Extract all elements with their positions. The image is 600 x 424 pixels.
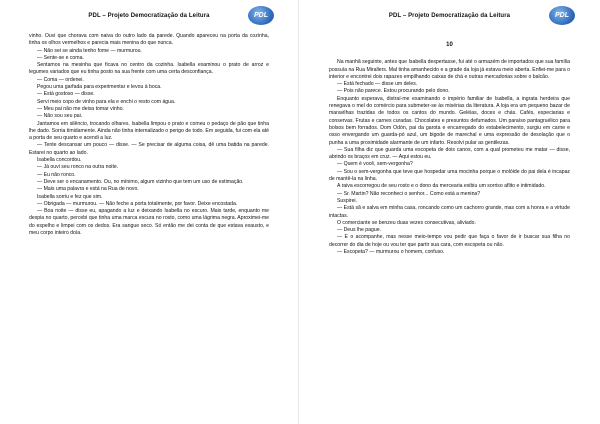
paragraph: Na manhã seguinte, antes que Isabella despertasse, fui até o armazém de importados que sua família possuía na Rua Mirallers. Mal tinha amanhecido e a grade da loja já estava meio aberta. Enfiei-me para o interior e encontrei dois rapazes empilhando caixas de chá e outras mercadorias sobre o balcão.	[329, 59, 570, 80]
paragraph: Jantamos em silêncio, trocando olhares. Isabella limpou o prato e comeu o pedaço de pão que tinha lhe dado. Sorria timidamente. Ainda não tinha internalizado o perigo de todo. Em seguida, fui com ela até a porta de seu quarto e acendi a luz.	[29, 120, 269, 142]
paragraph: O comerciante se benzeu duas vezes consecutivas, aliviado.	[337, 219, 476, 226]
header-brand: PDL – Projeto Democratização da Leitura	[88, 13, 210, 19]
paragraph: Sentamos na mesinha que ficava no centro da cozinha. Isabella examinou o prato de arroz e legumes variados que eu tinha posto na sua frente com uma certa desconfiança.	[29, 62, 269, 76]
paragraph: — Quem é você, sem-vergonha?	[337, 161, 413, 168]
right-page-text	[329, 33, 570, 256]
pdl-logo-icon: PDL	[549, 6, 575, 25]
paragraph: — Mais uma palavra e está na Rua de novo.	[37, 186, 139, 193]
paragraph: — Coma — ordenei.	[37, 76, 84, 83]
header-brand: PDL – Projeto Democratização da Leitura	[388, 13, 511, 19]
page-header	[0, 5, 298, 25]
paragraph: — Sou o sem-vergonha que teve que hospedar uma mocinha porque o molóide do pai dela é incapaz de mantê-la na linha.	[329, 168, 570, 183]
paragraph: — Meu pai não me deixa tomar vinho.	[37, 105, 124, 112]
paragraph: — Escopeta? — murmurou o homem, confuso.	[337, 249, 445, 256]
paragraph: — Já ouvi seu ronco na outra noite.	[37, 164, 119, 171]
paragraph: Servi meio copo de vinho para ela e enchi o resto com água.	[37, 98, 176, 105]
paragraph: Isabella sorriu e fez que sim.	[37, 193, 103, 200]
paragraph: — Está fechado — disse um deles.	[337, 81, 418, 88]
paragraph: — Sente-se e coma.	[37, 54, 84, 61]
page-header	[300, 5, 599, 25]
pdl-logo-icon: PDL	[248, 6, 274, 25]
paragraph: — Está sã e salva em minha casa, roncando como um cachorro grande, mas com a honra e a virtude intactas.	[329, 205, 570, 219]
paragraph: Enquanto esperava, distraí-me examinando o império familiar de Isabella, a ingrata herdeira que renegava o mel do comércio para submeter-se às misérias da literatura. A loja era um pequeno bazar de maravilhas trazidas de todos os cantos do mundo. Geléias, doces e chás. Cafés, especiarias e conservas. Frutas e carnes curadas. Chocolates e presuntos defumados. Um paraíso pantagruélico para bolsos bem forrados. Dom Odón, pai da garota e encarregado do estabelecimento, surgiu em carne e osso envergando um guarda-pó azul, um bigode de marechal e uma expressão de desolação que o punha a uma proximidade alarmante de um infarto. Resolvi pular as gentilezas.	[329, 95, 570, 146]
paragraph: Isabella concordou.	[37, 157, 82, 164]
paragraph: Suspirei.	[337, 197, 358, 204]
paragraph: — Está gostoso — disse.	[37, 91, 95, 98]
paragraph: — Eu não ronco.	[37, 171, 76, 178]
paragraph: — Deus lhe pague.	[337, 227, 382, 234]
left-page	[0, 0, 299, 424]
paragraph: — Boa noite — disse eu, apagando a luz e deixando Isabella no escuro. Mais tarde, enquanto me despia no quarto, percebi que tinha uma marca escura no rosto, como uma lágrima negra. Aproximei-me do espelho e limpei com os dedos. Era sangue seco. Só então me dei conta de que estava exausto, e meu corpo inteiro doía.	[29, 208, 269, 237]
paragraph: — Deve ser o encanamento. Ou, no mínimo, algum vizinho que tem um uso de estimação.	[37, 178, 244, 185]
right-page	[300, 0, 599, 424]
paragraph: — Tente descansar um pouco — disse. — Se precisar de alguma coisa, dê uma batida na parede. Estarei no quarto ao lado.	[29, 142, 269, 156]
paragraph: — Não sei se ainda tenho fome — murmurou.	[37, 47, 142, 54]
paragraph: — Sua filha diz que guarda uma escopeta de dois canos, com a qual prometeu me matar — disse, abrindo os braços em cruz. — Aqui estou eu.	[329, 146, 570, 161]
paragraph: — Obrigada — murmurou. — Não feche a porta totalmente, por favor. Deixe encostada.	[37, 200, 238, 207]
paragraph: Pegou uma garfada para experimentar e levou à boca.	[37, 84, 162, 91]
left-page-text	[29, 33, 269, 237]
paragraph: A raiva escorregou de seu rosto e o dono da mercearia exibiu um sorriso aflito e intimidado.	[337, 183, 546, 190]
paragraph: — E o acompanhe, mas nesse meio-tempo vou pedir que faça o favor de ir buscar sua filha no decorrer do dia de hoje ou vou ter que partir sua cara, com escopeta ou não.	[329, 234, 570, 248]
paragraph: — Sr. Martin? Não reconheci o senhor... Como está a menina?	[337, 190, 481, 197]
chapter-number: 10	[446, 42, 453, 48]
paragraph: vinho. Ouvi que chorava com naiva do outro lado da parede. Quando apareceu na porta da cozinha, tinha os olhos vermelhos e parecia mais menina do que nunca.	[29, 33, 269, 47]
paragraph: — Pois não parece. Estou procurando pelo dono.	[337, 88, 450, 95]
paragraph: — Não sou seu pai.	[37, 113, 83, 120]
